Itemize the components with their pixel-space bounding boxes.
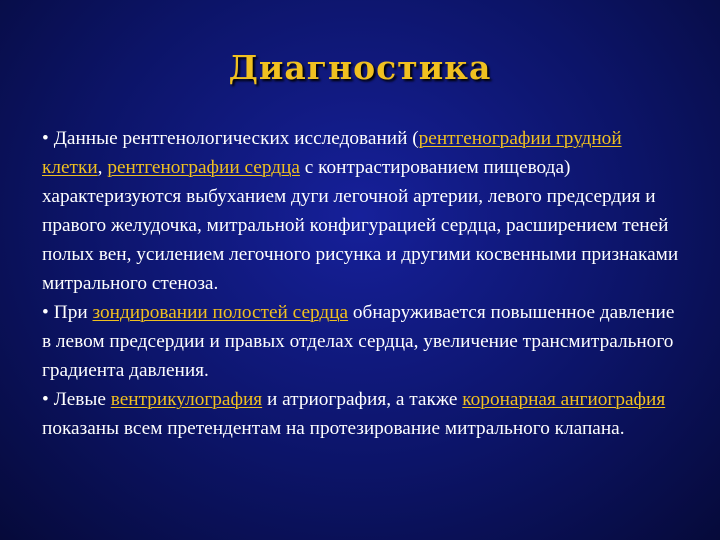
paragraph-text: Данные рентгенологических исследований ( [53,128,419,149]
paragraph-text: и атриография, а также [262,389,463,410]
paragraph-text: Левые [53,389,111,410]
paragraph-text: обнаруживается повышенное давление в левом предсердии и правых отделах сердца, увеличение трансмитрального градиента давления. [42,302,675,381]
bullet-paragraph [42,385,682,443]
link-heart-radiography[interactable]: рентгенографии сердца [107,157,300,178]
slide-title: Диагностика [228,48,492,87]
paragraph-text: показаны всем претендентам на протезирование митрального клапана. [42,418,625,439]
bullet-icon: • [42,389,49,410]
paragraph-text: , [97,157,108,178]
bullet-paragraph [42,124,682,298]
link-chest-radiography[interactable]: рентгенографии грудной клетки [42,128,622,178]
link-coronary-angiography[interactable]: коронарная ангиография [462,389,666,410]
link-ventriculography[interactable]: вентрикулография [110,389,263,410]
bullet-icon: • [42,128,49,149]
link-heart-catheterization[interactable]: зондировании полостей сердца [92,302,349,323]
paragraph-text: При [53,302,93,323]
bullet-paragraph [42,298,682,385]
slide-body [42,124,682,443]
paragraph-text: с контрастированием пищевода) характеризуются выбуханием дуги легочной артерии, левого предсердия и правого желудочка, митральной конфигурацией сердца, расширением теней полых вен, усилением легочного рисунка и другими косвенными признаками митрального стеноза. [42,157,679,294]
bullet-icon: • [42,302,49,323]
